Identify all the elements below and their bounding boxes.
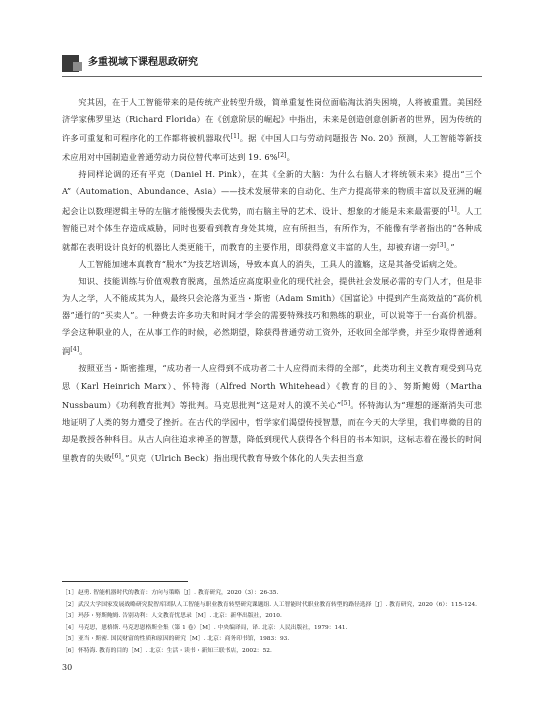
body-paragraph (62, 256, 482, 273)
paragraph-text: 知识、技能训练与价值观教育脱离，虽然适应高度职业化的现代社会，提供社会发展必需的专门人才，但是非为人之学，人不能成其为人，最终只会沦落为亚当・斯密（Adam Smith）《国富论》中提到产生高效益的“高价机器”通行的“买卖人”。一种费去许多功夫和时间才学会的需要特殊技巧和熟练的职业，可以说等于一台高价机器。学会这种职业的人，在从事工作的时候，必然期望，除获得普通劳动工资外，还收回全部学费，并至少取得普通利润 (62, 275, 482, 357)
body-paragraph (62, 273, 482, 360)
footnote-separator (62, 581, 188, 582)
paragraph-text: 。据《中国人口与劳动问题报告 No. 20》预测，人工智能等新技术应用对中国制造业普通劳动力岗位替代率可达到 19. 6% (62, 133, 482, 163)
running-header (62, 52, 482, 78)
footnote-text: 武汉大学国家发展战略研究院智库团队人工智能与职业教育转型研究课题组. 人工智能时代职业教育转型的路径选择［J］. 教育研究，2020（6）：115-124. (78, 601, 477, 608)
footnote-number: ［5］ (62, 636, 78, 643)
body-text (62, 94, 482, 467)
citation-marker: [2] (277, 152, 287, 160)
footnote-text: 赵勇. 智能机器时代的教育：方向与策略［J］. 教育研究，2020（3）：26-35. (78, 590, 279, 596)
citation-marker: [1] (230, 133, 240, 141)
page-number: 30 (62, 663, 73, 672)
paragraph-text: 。 (286, 152, 295, 163)
paragraph-text: 。” (446, 241, 455, 252)
body-paragraph (62, 166, 482, 255)
citation-marker: [5] (341, 399, 351, 407)
footnote-item (62, 588, 482, 600)
footnote-text: 怀特海. 教育的目的［M］. 北京：生活・读书・新知三联书店，2002：52. (78, 647, 272, 654)
citation-marker: [3] (437, 241, 447, 249)
header-square-accent-icon (73, 62, 82, 71)
footnote-item (62, 611, 482, 623)
paragraph-text: 。”贝克（Ulrich Beck）指出现代教育导致个体化的人失去担当意 (120, 452, 364, 463)
book-title: 多重视域下课程思政研究 (88, 57, 198, 68)
footnote-text: 马克思，恩格斯. 马克思恩格斯全集（第 1 卷）［M］. 中央编译局，译. 北京：人民出版社，1979：141. (78, 624, 348, 631)
footnote-item (62, 600, 482, 612)
footnote-item (62, 646, 482, 658)
body-paragraph (62, 360, 482, 467)
paragraph-text: 究其因，在于人工智能带来的是传统产业转型升级，简单重复性岗位面临淘汰消失困境，人将被重置。美国经济学家佛罗里达（Richard Florida）在《创意阶层的崛起》中指出，未来是创造创意创新者的世界，因为传统的许多可重复和可程序化的工作都将被机器取代 (62, 97, 482, 144)
footnote-item (62, 623, 482, 635)
footnotes (62, 588, 482, 658)
citation-marker: [6] (112, 452, 121, 460)
paragraph-text: 持同样论调的还有平克（Daniel H. Pink），在其《全新的大脑：为什么右脑人才将统领未来》提出“三个 A”（Automation、Abundance、Asia）——技术发展带来的自动化、生产力提高带来的物质丰富以及亚洲的崛起会让以数理逻辑主导的左脑才能慢慢失去优势，而右脑主导的艺术、设计、想象的才能是未来最需要的 (62, 169, 482, 216)
citation-marker: [4] (70, 346, 80, 354)
footnote-item (62, 634, 482, 646)
footnote-number: ［1］ (62, 590, 78, 596)
footnote-number: ［2］ (62, 601, 78, 608)
footnote-number: ［6］ (62, 647, 78, 654)
paragraph-text: 按照亚当・斯密推理，“成功者一人应得到不成功者二十人应得而未得的全部”，此类功利主义教育观受到马克思（Karl Heinrich Marx）、怀特海（Alfred North Whitehead）《教育的目的》、努斯鲍姆（Martha Nussbaum）《功利教育批判》等批判。马克思批判“这是对人的漠不关心” (62, 363, 482, 410)
paragraph-text: 。人工智能已对个体生存造成威胁，同时也要看到教育身处其境，应有所担当，有所作为，不能像有学者指出的“各种成就都在表明设计良好的机器比人类更能干，而教育的主要作用，即获得意义丰富的人生，却被弃诸一旁 (62, 205, 482, 252)
paragraph-text: 。 (79, 346, 88, 357)
footnote-number: ［4］ (62, 624, 78, 631)
footnote-text: 玛莎・努斯鲍姆. 告别功利：人文教育忧思录［M］. 北京：新华出版社，2010. (78, 613, 282, 620)
body-paragraph (62, 94, 482, 166)
footnote-text: 亚当・斯密. 国民财富的性质和原因的研究［M］. 北京：商务印书馆，1983：93. (78, 636, 290, 643)
footnote-number: ［3］ (62, 613, 78, 620)
paragraph-text: 人工智能加速本真教育“脱水”为技艺培训场，导致本真人的消失，工具人的滥觞，这是其备受诟病之处。 (78, 258, 463, 269)
citation-marker: [1] (447, 205, 457, 213)
paragraph-text: 。怀特海认为“理想的逐渐消失可悲地证明了人类的努力遭受了挫折。在古代的学园中，哲学家们渴望传授智慧，而在今天的大学里，我们卑微的目的却是教授各种科目。从古人向往追求神圣的智慧，降低到现代人获得各个科目的书本知识，这标志着在漫长的时间里教育的失败 (62, 399, 482, 463)
header-rule (62, 76, 482, 77)
